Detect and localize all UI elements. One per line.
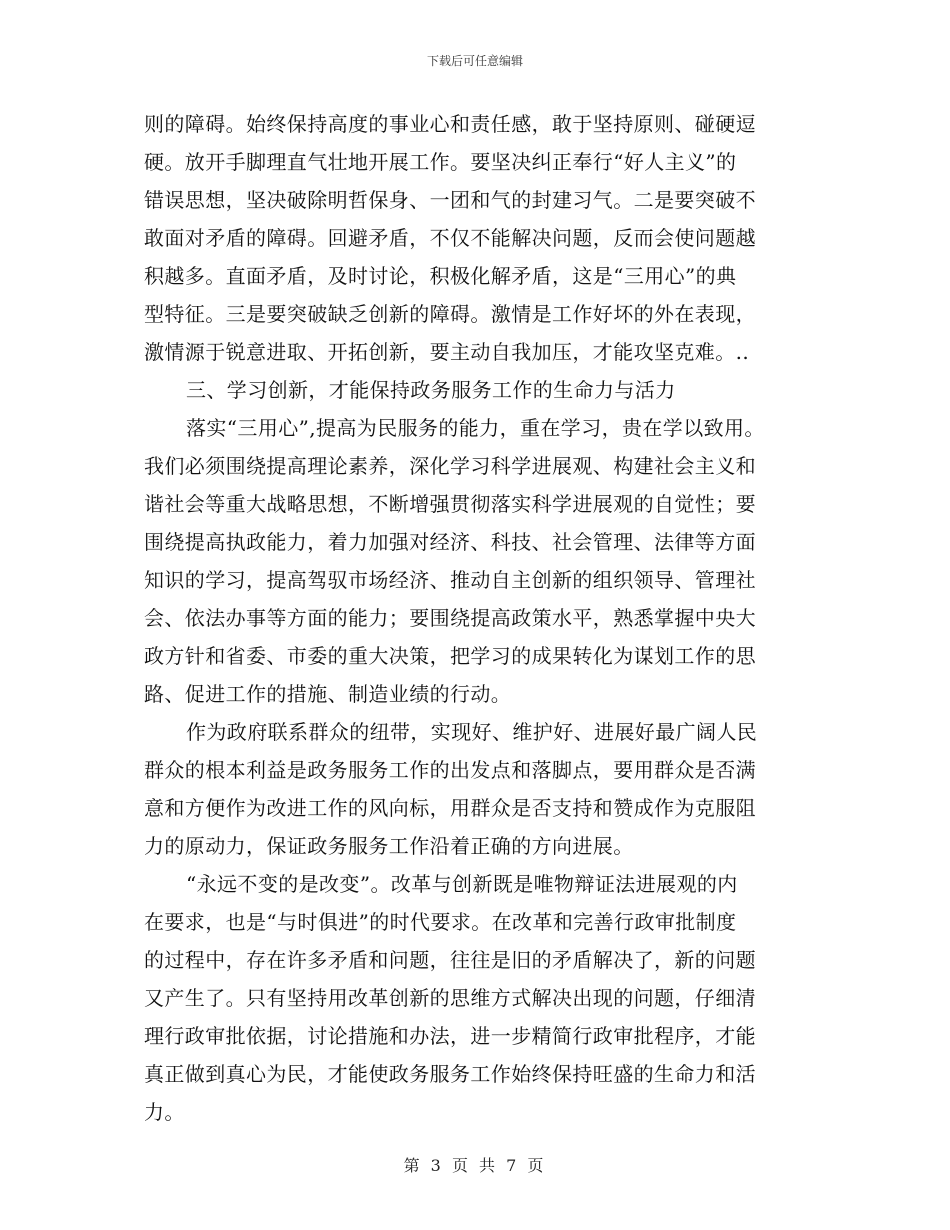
text-line: 则的障碍。始终保持高度的事业心和责任感，敢于坚持原则、碰硬逗: [144, 112, 756, 136]
text-line: 作为政府联系群众的纽带，实现好、维护好、进展好最广阔人民: [186, 720, 758, 744]
text-line: 型特征。三是要突破缺乏创新的障碍。激情是工作好坏的外在表现，: [144, 302, 756, 326]
text-line: 围绕提高执政能力，着力加强对经济、科技、社会管理、法律等方面: [144, 530, 756, 554]
text-line: 理行政审批依据，讨论措施和办法，进一步精简行政审批程序，才能: [144, 1024, 756, 1048]
text-line: 三、学习创新，才能保持政务服务工作的生命力与活力: [186, 378, 676, 402]
text-line: 在要求，也是“与时俱进”的时代要求。在改革和完善行政审批制度: [144, 910, 737, 934]
text-line: 激情源于锐意进取、开拓创新，要主动自我加压，才能攻坚克难。..: [144, 340, 750, 364]
body-text: [144, 105, 834, 1131]
text-line: 错误思想，坚决破除明哲保身、一团和气的封建习气。二是要突破不: [144, 188, 756, 212]
text-line: 敢面对矛盾的障碍。回避矛盾，不仅不能解决问题，反而会使问题越: [144, 226, 756, 250]
text-line: 我们必须围绕提高理论素养，深化学习科学进展观、构建社会主义和: [144, 454, 756, 478]
text-line: 会、依法办事等方面的能力；要围绕提高政策水平，熟悉掌握中央大: [144, 606, 756, 630]
text-line: 积越多。直面矛盾，及时讨论，积极化解矛盾，这是“三用心”的典: [144, 264, 737, 288]
text-line: 真正做到真心为民，才能使政务服务工作始终保持旺盛的生命力和活: [144, 1062, 756, 1086]
text-line: 路、促进工作的措施、制造业绩的行动。: [144, 682, 512, 706]
text-line: 意和方便作为改进工作的风向标，用群众是否支持和赞成作为克服阻: [144, 796, 756, 820]
text-line: 知识的学习，提高驾驭市场经济、推动自主创新的组织领导、管理社: [144, 568, 756, 592]
page-footer: 第 3 页 共 7 页: [403, 1156, 547, 1175]
text-line: 群众的根本利益是政务服务工作的出发点和落脚点，要用群众是否满: [144, 758, 756, 782]
text-line: 政方针和省委、市委的重大决策，把学习的成果转化为谋划工作的思: [144, 644, 756, 668]
text-line: 又产生了。只有坚持用改革创新的思维方式解决出现的问题，仔细清: [144, 986, 756, 1010]
text-line: 落实“三用心”,提高为民服务的能力，重在学习，贵在学以致用。: [186, 416, 765, 440]
text-line: 谐社会等重大战略思想，不断增强贯彻落实科学进展观的自觉性；要: [144, 492, 756, 516]
text-line: 力的原动力，保证政务服务工作沿着正确的方向进展。: [144, 834, 634, 858]
text-line: 力。: [144, 1100, 185, 1124]
text-line: 硬。放开手脚理直气壮地开展工作。要坚决纠正奉行“好人主义”的: [144, 150, 737, 174]
page-header: 下载后可任意编辑: [426, 54, 523, 68]
text-line: 的过程中，存在许多矛盾和问题，往往是旧的矛盾解决了，新的问题: [144, 948, 756, 972]
text-line: “永远不变的是改变”。改革与创新既是唯物辩证法进展观的内: [186, 872, 738, 896]
